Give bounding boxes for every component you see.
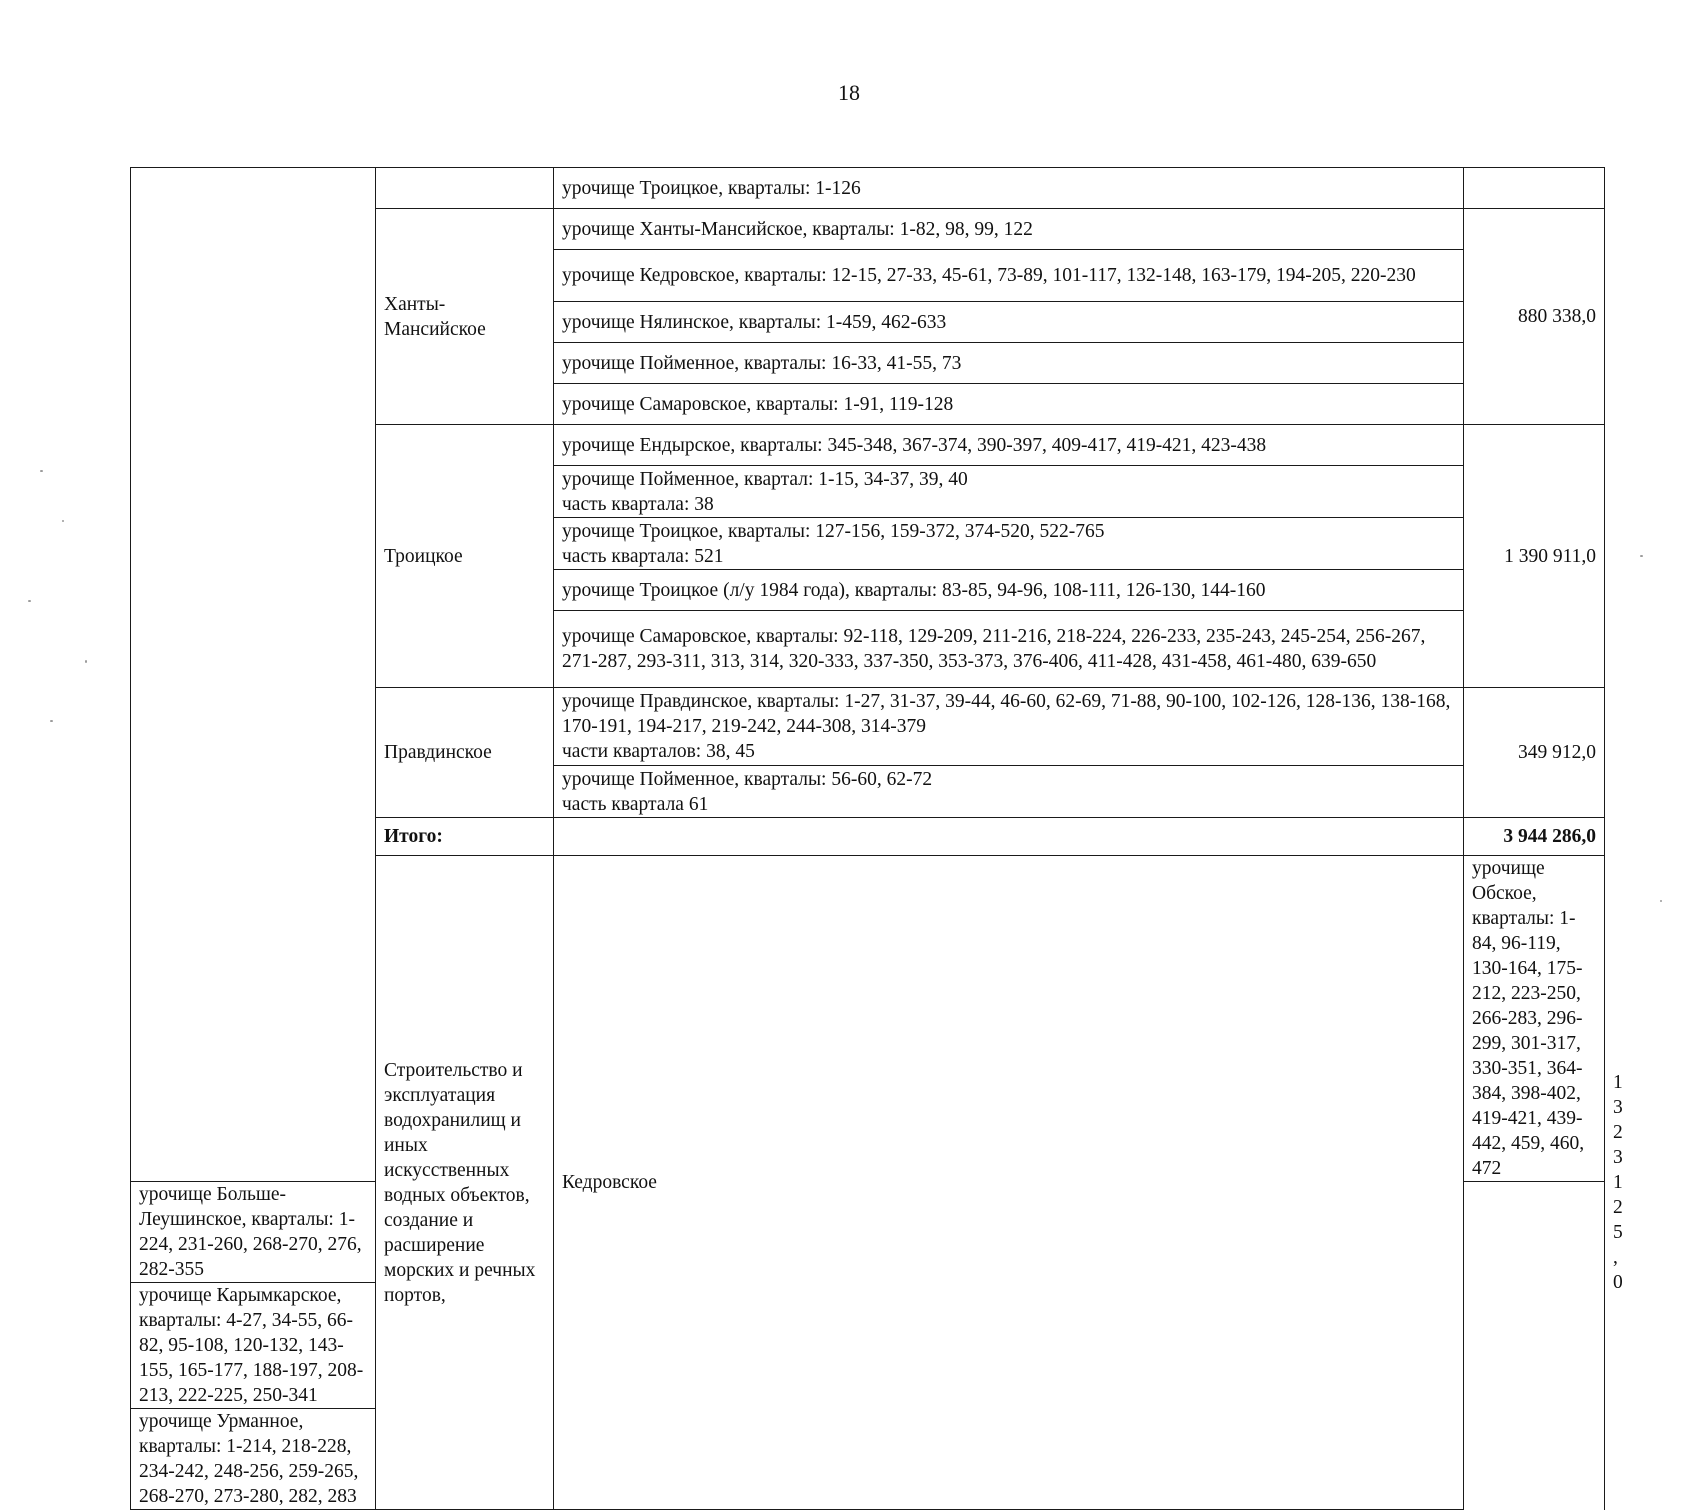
tract-cell: урочище Правдинское, кварталы: 1-27, 31-37, 39-44, 46-60, 62-69, 71-88, 90-100, 102-126, 128-136, 138-168, 170-191, 194-217, 219-242, 244-308, 314-379 части кварталов: 38, 45 bbox=[554, 688, 1464, 766]
area-cell: 880 338,0 bbox=[1464, 209, 1605, 425]
tract-cell: урочище Нялинское, кварталы: 1-459, 462-633 bbox=[554, 302, 1464, 343]
tract-cell: урочище Троицкое, кварталы: 1-126 bbox=[554, 168, 1464, 209]
area-cell: 349 912,0 bbox=[1464, 688, 1605, 818]
scan-speck bbox=[62, 520, 64, 522]
scan-speck bbox=[28, 600, 31, 602]
total-empty-cell bbox=[554, 818, 1464, 856]
tract-cell: урочище Пойменное, кварталы: 16-33, 41-55, 73 bbox=[554, 343, 1464, 384]
tract-cell: урочище Самаровское, кварталы: 92-118, 129-209, 211-216, 218-224, 226-233, 235-243, 245-254, 256-267, 271-287, 293-311, 313, 314, 320-333, 337-350, 353-373, 376-406, 411-428, 431-458, 461-480, 639-650 bbox=[554, 611, 1464, 688]
scan-speck bbox=[1660, 900, 1662, 902]
tract-cell: урочище Ендырское, кварталы: 345-348, 367-374, 390-397, 409-417, 419-421, 423-438 bbox=[554, 425, 1464, 466]
tract-cell: урочище Обское, кварталы: 1-84, 96-119, 130-164, 175-212, 223-250, 266-283, 296-299, 301-317, 330-351, 364-384, 398-402, 419-421, 439-442, 459, 460, 472 bbox=[1464, 856, 1605, 1182]
forestry-name-line-2: Мансийское bbox=[384, 318, 486, 340]
tract-cell: урочище Кедровское, кварталы: 12-15, 27-33, 45-61, 73-89, 101-117, 132-148, 163-179, 194-205, 220-230 bbox=[554, 250, 1464, 302]
table-row: Строительство и эксплуатация водохранилищ и иных искусственных водных объектов, создание и расширение морских и речных портов, Кедровское урочище Обское, кварталы: 1-84, 96-119, 130-164, 175-212, 223-250, 266-283, 296-299, 301-317, 330-351, 364-384, 398-402, 419-421, 439-442, 459, 460, 472 1 323 125,0 bbox=[131, 856, 1605, 1182]
scan-speck bbox=[40, 470, 43, 472]
tract-cell: урочище Пойменное, кварталы: 56-60, 62-72 часть квартала 61 bbox=[554, 766, 1464, 818]
forestry-cell-empty bbox=[376, 168, 554, 209]
tract-cell: урочище Ханты-Мансийское, кварталы: 1-82, 98, 99, 122 bbox=[554, 209, 1464, 250]
forestry-cell bbox=[376, 209, 554, 425]
scan-speck bbox=[1640, 555, 1643, 557]
purpose-cell-continued bbox=[131, 168, 376, 1182]
total-label: Итого: bbox=[376, 818, 554, 856]
tract-cell: урочище Больше-Леушинское, кварталы: 1-224, 231-260, 268-270, 276, 282-355 bbox=[131, 1182, 376, 1283]
forestry-cell: Правдинское bbox=[376, 688, 554, 818]
purpose-cell: Строительство и эксплуатация водохранилищ и иных искусственных водных объектов, создание и расширение морских и речных портов, bbox=[376, 856, 554, 1510]
tract-cell: урочище Пойменное, квартал: 1-15, 34-37, 39, 40 часть квартала: 38 bbox=[554, 466, 1464, 518]
table-row bbox=[131, 168, 1605, 209]
tract-cell: урочище Самаровское, кварталы: 1-91, 119-128 bbox=[554, 384, 1464, 425]
area-cell: 1 390 911,0 bbox=[1464, 425, 1605, 688]
tract-cell: урочище Карымкарское, кварталы: 4-27, 34-55, 66-82, 95-108, 120-132, 143-155, 165-177, 188-197, 208-213, 222-225, 250-341 bbox=[131, 1283, 376, 1409]
forestry-name-line-1: Ханты- bbox=[384, 293, 446, 315]
total-value: 3 944 286,0 bbox=[1464, 818, 1605, 856]
scan-speck bbox=[85, 660, 87, 663]
forestry-cell: Кедровское bbox=[554, 856, 1464, 1510]
forest-allocation-table bbox=[130, 167, 1623, 1510]
tract-cell: урочище Троицкое, кварталы: 127-156, 159-372, 374-520, 522-765 часть квартала: 521 bbox=[554, 518, 1464, 570]
page-number: 18 bbox=[838, 80, 860, 105]
tract-cell: урочище Троицкое (л/у 1984 года), кварталы: 83-85, 94-96, 108-111, 126-130, 144-160 bbox=[554, 570, 1464, 611]
area-cell-empty bbox=[1464, 168, 1605, 209]
scan-speck bbox=[50, 720, 53, 722]
forestry-cell: Троицкое bbox=[376, 425, 554, 688]
tract-cell: урочище Урманное, кварталы: 1-214, 218-228, 234-242, 248-256, 259-265, 268-270, 273-280, 282, 283 bbox=[131, 1409, 376, 1510]
